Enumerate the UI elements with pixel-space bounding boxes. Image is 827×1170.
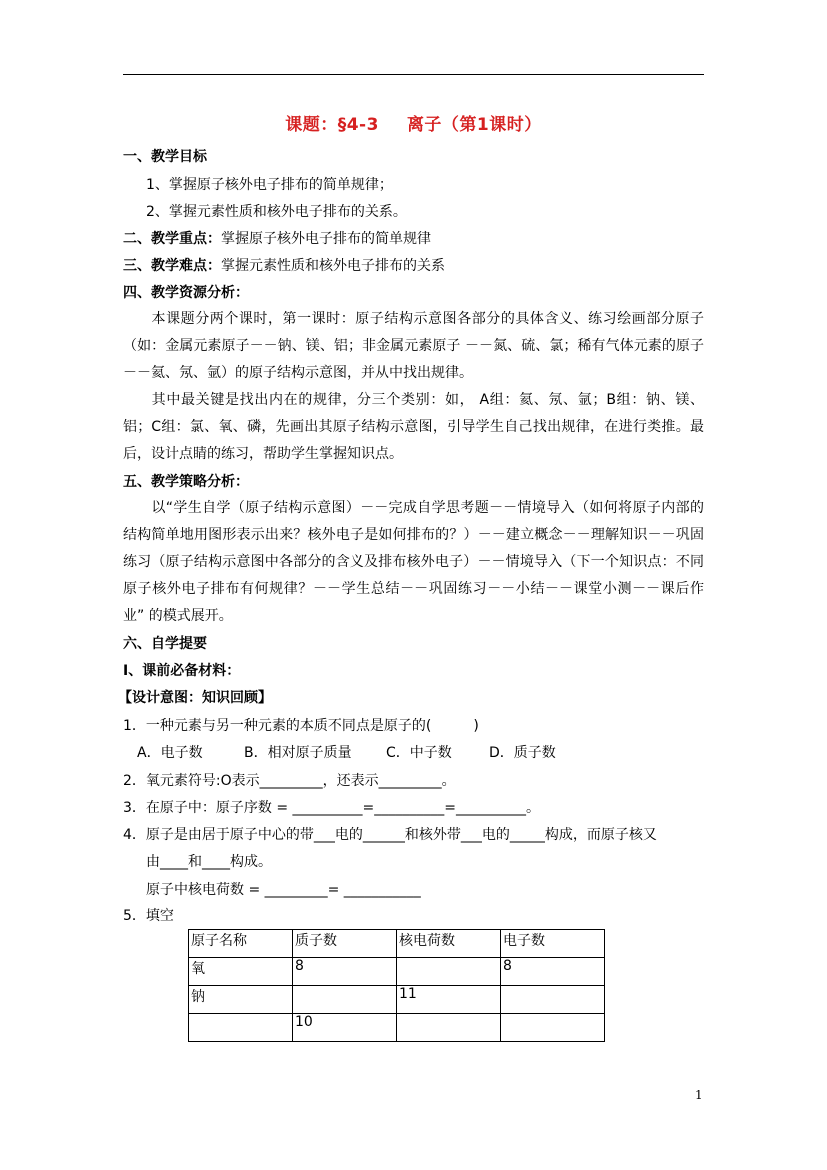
section4-p2-text: 其中最关键是找出内在的规律，分三个类别：如， A组：氦、氖、氩；B组：钠、镁、铝；C组：氯、氧、磷，先画出其原子结构示意图，引导学生自己找出规律，在进行类推。最后，设计点睛的练习，帮助学生掌握知识点。: [123, 392, 704, 462]
table-cell: 11: [397, 986, 501, 1014]
section3-heading: 三、教学难点：: [123, 258, 221, 274]
table-cell: [397, 958, 501, 986]
section1-heading: 一、教学目标: [123, 149, 207, 165]
section5-p1-text: 以“学生自学（原子结构示意图）－－完成自学思考题－－情境导入（如何将原子内部的结构简单地用图形表示出来？核外电子是如何排布的？）－－建立概念－－理解知识－－巩固练习（原子结构示意图中各部分的含义及排布核外电子）－－情境导入（下一个知识点：不同原子核外电子排布有何规律？－－学生总结－－巩固练习－－小结－－课堂小测－－课后作业” 的模式展开。: [123, 500, 704, 624]
section3-text: 掌握元素性质和核外电子排布的关系: [221, 258, 445, 274]
q1-option-d: D．质子数: [489, 745, 556, 761]
section5-paragraph: [123, 495, 704, 630]
question-3: 3．在原子中：原子序数 = __________=__________=__________。: [123, 800, 540, 816]
table-cell: 钠: [189, 986, 293, 1014]
section2: [123, 229, 431, 249]
section2-text: 掌握原子核外电子排布的简单规律: [221, 231, 431, 247]
question-4-line3: 原子中核电荷数 = _________= ___________: [146, 882, 421, 898]
table-cell: 氧: [189, 958, 293, 986]
q1-option-c: C．中子数: [386, 745, 452, 761]
title-part2: 离子（第1课时）: [406, 115, 542, 135]
table-row: [189, 958, 605, 986]
question-4-line2: 由____和____构成。: [146, 854, 272, 870]
table-cell: [501, 1014, 605, 1042]
question-2: 2．氧元素符号:O表示_________，还表示_________。: [123, 773, 456, 789]
table-cell: [397, 1014, 501, 1042]
objective-1: 1、掌握原子核外电子排布的简单规律；: [146, 177, 393, 193]
header-cell: 原子名称: [189, 930, 293, 958]
section6-heading: 六、自学提要: [123, 636, 207, 652]
header-rule: [123, 74, 704, 75]
table-cell: [293, 986, 397, 1014]
question-1: 1．一种元素与另一种元素的本质不同点是原子的( ): [123, 718, 479, 734]
table-cell: 8: [293, 958, 397, 986]
table-header-row: [189, 930, 605, 958]
table-row: [189, 1014, 605, 1042]
table-cell: [189, 1014, 293, 1042]
page-number: 1: [695, 1088, 703, 1102]
objective-2: 2、掌握元素性质和核外电子排布的关系。: [146, 204, 407, 220]
q1-option-b: B．相对原子质量: [244, 745, 352, 761]
table-cell: 8: [501, 958, 605, 986]
question-4-line1: 4．原子是由居于原子中心的带___电的______和核外带___电的_____构成，而原子核又: [123, 827, 657, 843]
lesson-title: [0, 110, 827, 135]
design-intent: 【设计意图：知识回顾】: [118, 690, 272, 706]
section2-heading: 二、教学重点：: [123, 231, 221, 247]
table-cell: [501, 986, 605, 1014]
section3: [123, 256, 445, 276]
title-part1: 课题：§4-3: [285, 115, 379, 135]
header-cell: 质子数: [293, 930, 397, 958]
question-5-label: 5．填空: [123, 908, 174, 924]
table-row: [189, 986, 605, 1014]
header-cell: 电子数: [501, 930, 605, 958]
section6-subheading: Ⅰ、课前必备材料：: [123, 663, 241, 679]
table-cell: 10: [293, 1014, 397, 1042]
section4-p1-text: 本课题分两个课时，第一课时：原子结构示意图各部分的具体含义、练习绘画部分原子（如：金属元素原子－－钠、镁、铝；非金属元素原子 －－氮、硫、氯；稀有气体元素的原子－－氦、氖、氩）的原子结构示意图，并从中找出规律。: [123, 311, 704, 381]
section5-heading: 五、教学策略分析：: [123, 474, 249, 490]
header-cell: 核电荷数: [397, 930, 501, 958]
q1-option-a: A．电子数: [137, 745, 203, 761]
section4-paragraph2: [123, 387, 704, 468]
section4-paragraph1: [123, 306, 704, 387]
fill-in-table: [188, 929, 605, 1042]
section4-heading: 四、教学资源分析：: [123, 285, 249, 301]
